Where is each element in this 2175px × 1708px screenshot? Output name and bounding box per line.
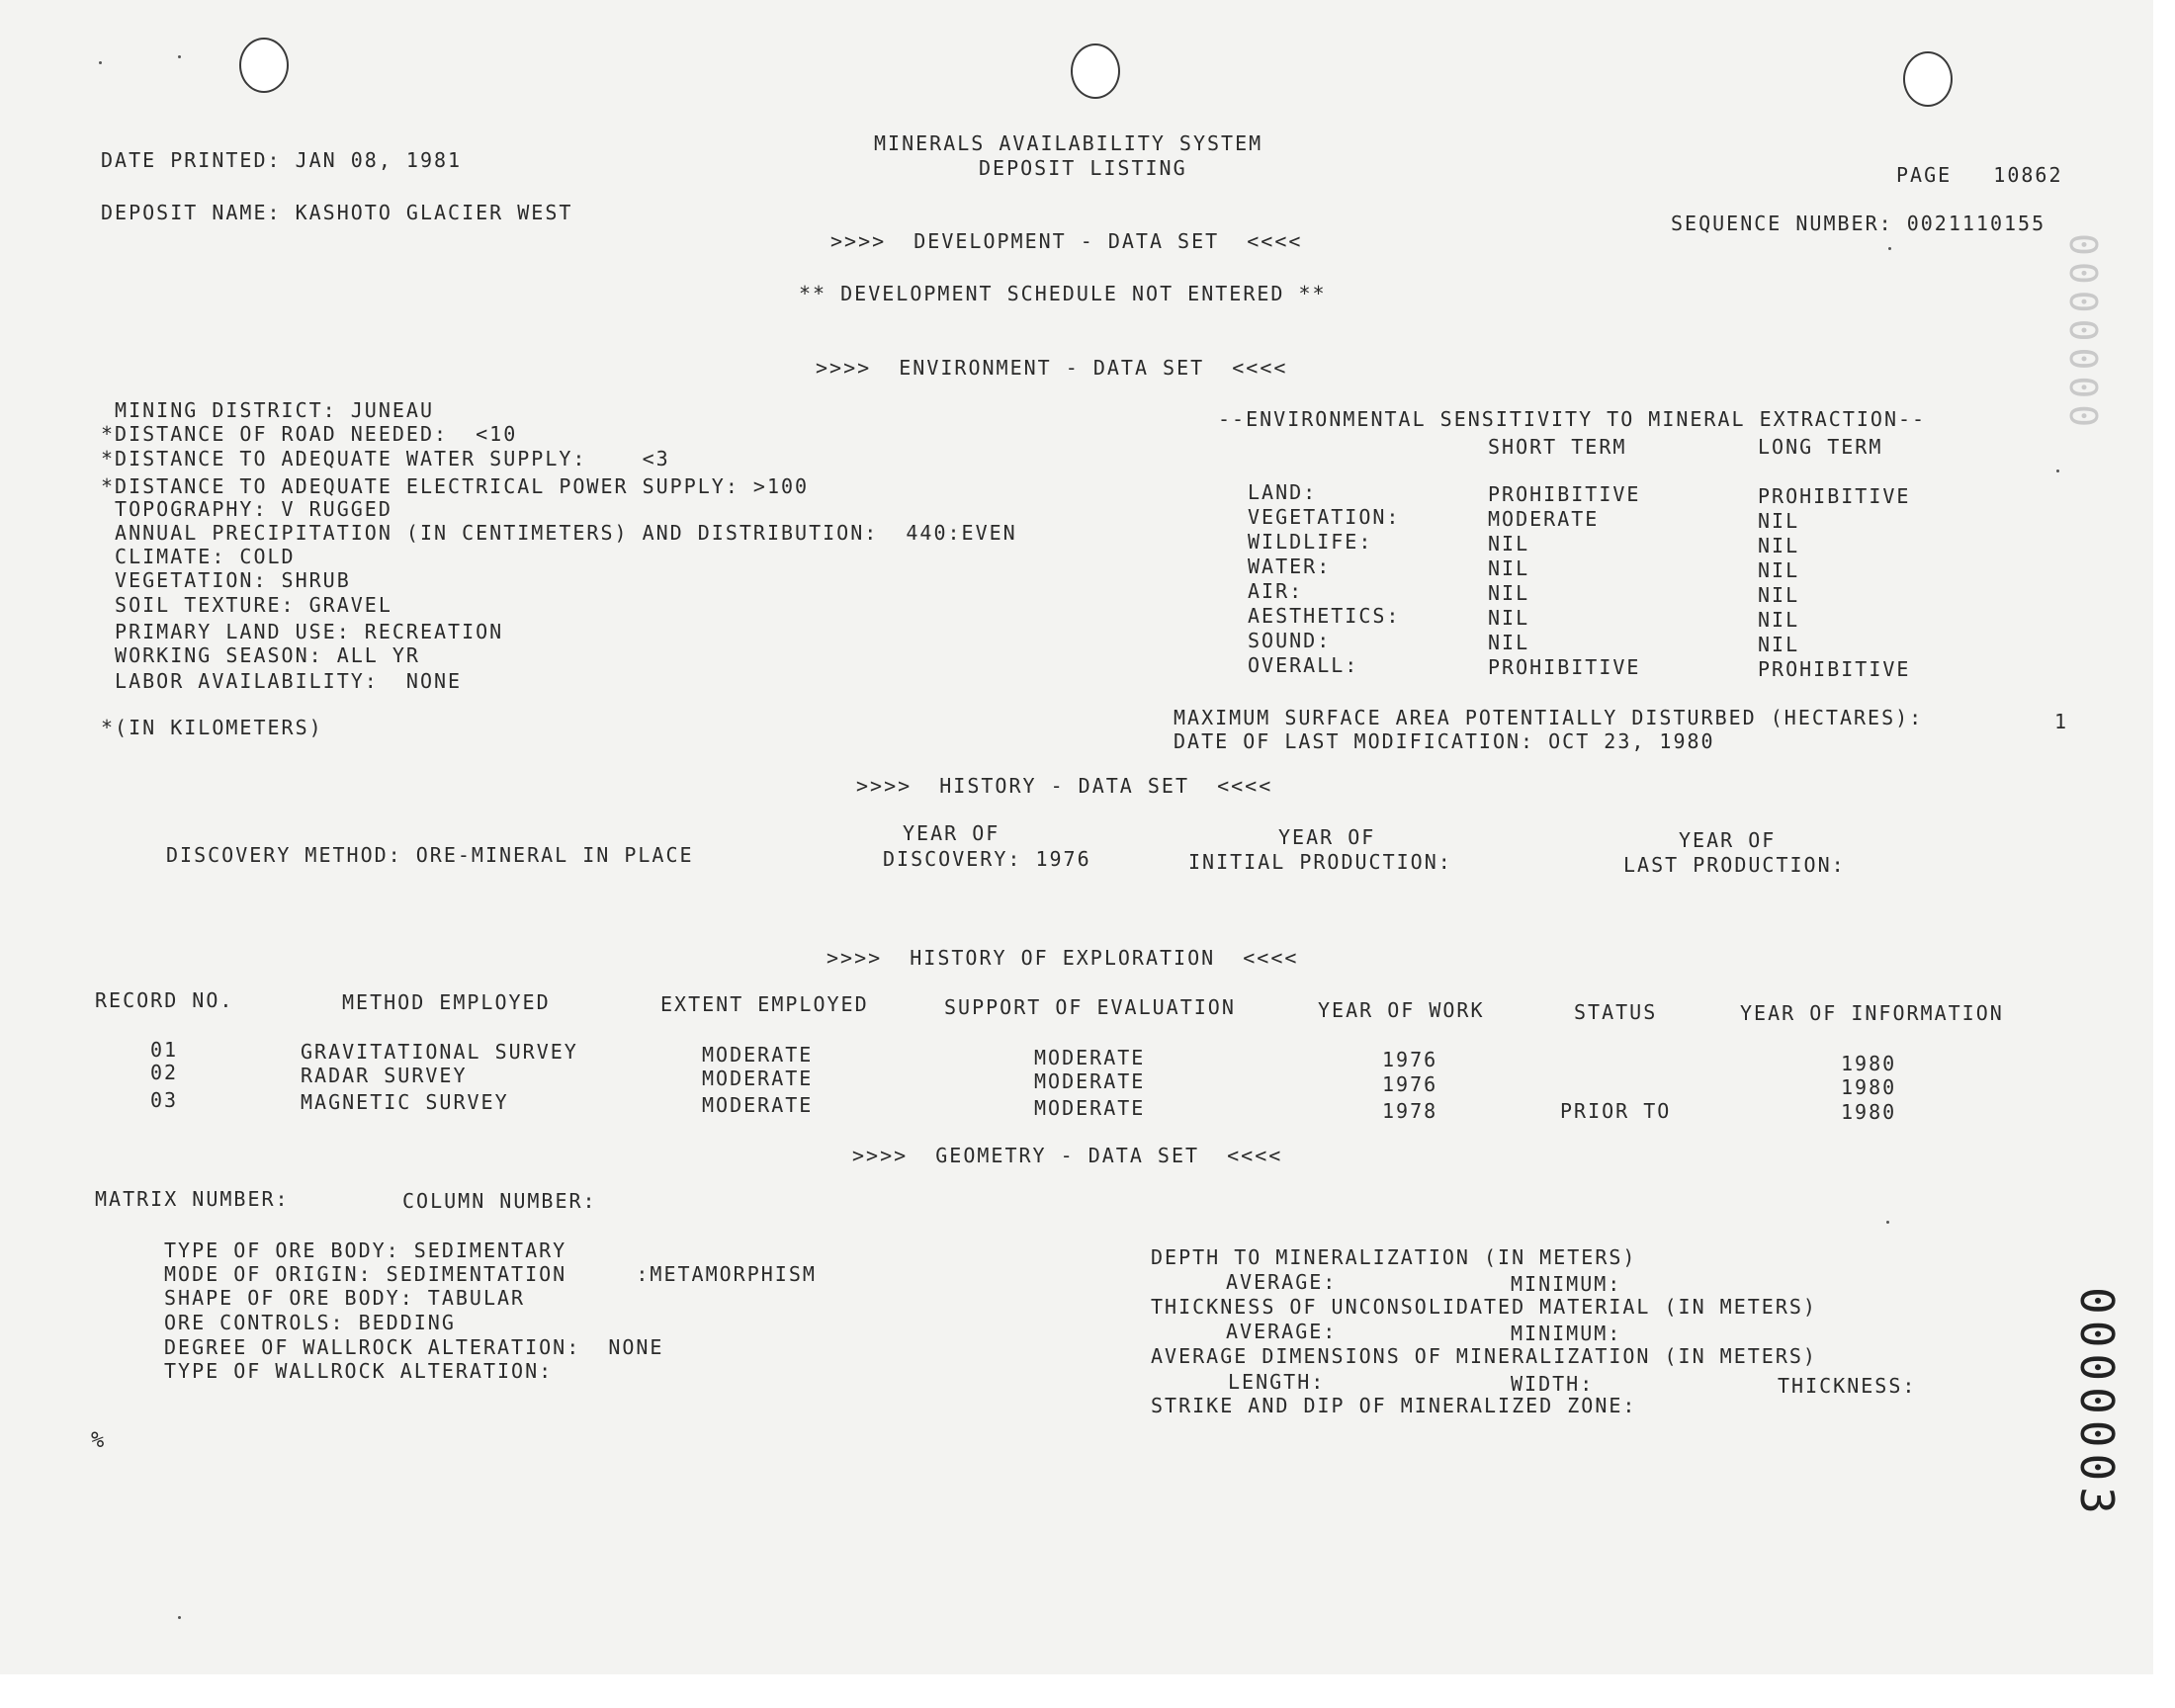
dimensions-thickness: THICKNESS:: [1778, 1374, 1917, 1398]
column-header: YEAR OF WORK: [1318, 998, 1485, 1022]
env-field: PRIMARY LAND USE: RECREATION: [101, 620, 504, 643]
year-of-discovery-label: YEAR OF: [903, 821, 1000, 845]
sensitivity-long: NIL: [1758, 608, 1800, 632]
last-production: LAST PRODUCTION:: [1623, 853, 1846, 877]
table-cell-support: MODERATE: [1034, 1069, 1146, 1093]
environment-heading: >>>> ENVIRONMENT - DATA SET <<<<: [816, 356, 1288, 380]
date-printed: DATE PRINTED: JAN 08, 1981: [101, 148, 463, 172]
column-header: RECORD NO.: [95, 988, 234, 1012]
thickness-average: AVERAGE:: [1226, 1320, 1338, 1343]
development-note: ** DEVELOPMENT SCHEDULE NOT ENTERED **: [799, 282, 1327, 305]
year-of-last-label: YEAR OF: [1679, 828, 1777, 852]
sensitivity-short: NIL: [1488, 581, 1530, 605]
column-header: EXTENT EMPLOYED: [660, 992, 869, 1016]
listing-title: DEPOSIT LISTING: [979, 156, 1187, 180]
punch-hole-right: [1903, 51, 1953, 107]
scan-speck: [1888, 247, 1891, 250]
env-field: *DISTANCE TO ADEQUATE WATER SUPPLY: <3: [101, 447, 670, 470]
sensitivity-long: NIL: [1758, 509, 1800, 533]
sensitivity-long: NIL: [1758, 583, 1800, 607]
scan-speck: [1886, 1221, 1889, 1224]
dimensions-length: LENGTH:: [1228, 1370, 1326, 1394]
column-header: YEAR OF INFORMATION: [1740, 1001, 2004, 1025]
sensitivity-short: PROHIBITIVE: [1488, 655, 1641, 679]
table-cell-info: 1980: [1841, 1075, 1897, 1099]
depth-average: AVERAGE:: [1226, 1270, 1338, 1294]
short-term-header: SHORT TERM: [1488, 435, 1627, 459]
column-header: SUPPORT OF EVALUATION: [944, 995, 1236, 1019]
faint-stamp: 0000000: [2061, 233, 2105, 434]
table-cell-info: 1980: [1841, 1100, 1897, 1124]
env-field: LABOR AVAILABILITY: NONE: [101, 669, 463, 693]
env-field: VEGETATION: SHRUB: [101, 568, 351, 592]
thickness-minimum: MINIMUM:: [1511, 1322, 1622, 1345]
sensitivity-long: NIL: [1758, 558, 1800, 582]
page-number: PAGE 10862: [1896, 163, 2063, 187]
sensitivity-label: SOUND:: [1248, 629, 1332, 652]
sensitivity-short: NIL: [1488, 631, 1530, 654]
env-field: CLIMATE: COLD: [101, 545, 296, 568]
sensitivity-label: VEGETATION:: [1248, 505, 1401, 529]
column-header: STATUS: [1574, 1000, 1658, 1024]
sensitivity-long: NIL: [1758, 633, 1800, 656]
sensitivity-label: OVERALL:: [1248, 653, 1359, 677]
system-title: MINERALS AVAILABILITY SYSTEM: [874, 131, 1263, 155]
sensitivity-short: PROHIBITIVE: [1488, 482, 1641, 506]
env-field: ANNUAL PRECIPITATION (IN CENTIMETERS) AND DISTRIBUTION: 440:EVEN: [101, 521, 1017, 545]
geometry-heading: >>>> GEOMETRY - DATA SET <<<<: [852, 1144, 1283, 1167]
table-cell-year: 1978: [1382, 1099, 1438, 1123]
percent-mark: %: [91, 1428, 107, 1453]
sensitivity-long: NIL: [1758, 534, 1800, 557]
table-cell-info: 1980: [1841, 1052, 1897, 1075]
env-field: SOIL TEXTURE: GRAVEL: [101, 593, 392, 617]
max-surface-area: MAXIMUM SURFACE AREA POTENTIALLY DISTURBED (HECTARES):: [1174, 706, 1924, 729]
depth-title: DEPTH TO MINERALIZATION (IN METERS): [1151, 1245, 1637, 1269]
last-modification: DATE OF LAST MODIFICATION: OCT 23, 1980: [1174, 729, 1715, 753]
env-field: *DISTANCE TO ADEQUATE ELECTRICAL POWER SUPPLY: >100: [101, 474, 810, 498]
long-term-header: LONG TERM: [1758, 435, 1883, 459]
geometry-field: DEGREE OF WALLROCK ALTERATION: NONE: [164, 1335, 664, 1359]
year-of-discovery: DISCOVERY: 1976: [883, 847, 1091, 871]
env-field: TOPOGRAPHY: V RUGGED: [101, 497, 392, 521]
page-stamp: 0000003: [2070, 1287, 2124, 1520]
punch-hole-center: [1071, 43, 1120, 99]
table-cell-extent: MODERATE: [702, 1043, 814, 1067]
dimensions-title: AVERAGE DIMENSIONS OF MINERALIZATION (IN METERS): [1151, 1344, 1817, 1368]
sequence-number: SEQUENCE NUMBER: 0021110155: [1671, 212, 2046, 235]
geometry-field: ORE CONTROLS: BEDDING: [164, 1311, 456, 1334]
dimensions-width: WIDTH:: [1511, 1372, 1595, 1396]
geometry-field: TYPE OF WALLROCK ALTERATION:: [164, 1359, 554, 1383]
strike-and-dip: STRIKE AND DIP OF MINERALIZED ZONE:: [1151, 1394, 1637, 1417]
sensitivity-short: MODERATE: [1488, 507, 1600, 531]
table-cell-support: MODERATE: [1034, 1046, 1146, 1069]
column-number: COLUMN NUMBER:: [402, 1189, 597, 1213]
table-cell-method: GRAVITATIONAL SURVEY: [301, 1040, 578, 1064]
deposit-name: DEPOSIT NAME: KASHOTO GLACIER WEST: [101, 201, 573, 224]
discovery-method: DISCOVERY METHOD: ORE-MINERAL IN PLACE: [166, 843, 694, 867]
geometry-field: MODE OF ORIGIN: SEDIMENTATION :METAMORPHISM: [164, 1262, 817, 1286]
sensitivity-label: LAND:: [1248, 480, 1318, 504]
env-field: *DISTANCE OF ROAD NEEDED: <10: [101, 422, 518, 446]
table-cell-year: 1976: [1382, 1048, 1438, 1071]
scan-speck: [178, 1616, 181, 1619]
table-cell-extent: MODERATE: [702, 1067, 814, 1090]
sensitivity-label: AESTHETICS:: [1248, 604, 1401, 628]
sensitivity-short: NIL: [1488, 532, 1530, 555]
table-cell-status: PRIOR TO: [1560, 1099, 1672, 1123]
table-cell-extent: MODERATE: [702, 1093, 814, 1117]
scan-speck: [178, 55, 181, 58]
year-of-initial-label: YEAR OF: [1278, 825, 1376, 849]
env-field: MINING DISTRICT: JUNEAU: [101, 398, 434, 422]
table-cell-record: 01: [150, 1038, 179, 1062]
scan-edge-bottom: [0, 1674, 2175, 1708]
exploration-heading: >>>> HISTORY OF EXPLORATION <<<<: [826, 946, 1299, 970]
table-cell-record: 03: [150, 1088, 179, 1112]
development-heading: >>>> DEVELOPMENT - DATA SET <<<<: [830, 229, 1303, 253]
scan-speck: [2056, 470, 2059, 472]
depth-minimum: MINIMUM:: [1511, 1272, 1622, 1296]
max-surface-area-value: 1: [2054, 710, 2069, 733]
sensitivity-short: NIL: [1488, 606, 1530, 630]
sensitivity-label: WATER:: [1248, 555, 1332, 578]
scan-edge-right: [2153, 0, 2175, 1708]
table-cell-method: MAGNETIC SURVEY: [301, 1090, 509, 1114]
sensitivity-long: PROHIBITIVE: [1758, 657, 1911, 681]
history-heading: >>>> HISTORY - DATA SET <<<<: [856, 774, 1273, 798]
column-header: METHOD EMPLOYED: [342, 990, 551, 1014]
sensitivity-short: NIL: [1488, 556, 1530, 580]
sensitivity-title: --ENVIRONMENTAL SENSITIVITY TO MINERAL EXTRACTION--: [1218, 407, 1927, 431]
kilometers-footnote: *(IN KILOMETERS): [101, 716, 323, 739]
table-cell-record: 02: [150, 1061, 179, 1084]
initial-production: INITIAL PRODUCTION:: [1188, 850, 1452, 874]
scan-speck: [99, 61, 102, 64]
matrix-number: MATRIX NUMBER:: [95, 1187, 290, 1211]
table-cell-year: 1976: [1382, 1072, 1438, 1096]
sensitivity-label: WILDLIFE:: [1248, 530, 1373, 554]
table-cell-support: MODERATE: [1034, 1096, 1146, 1120]
table-cell-method: RADAR SURVEY: [301, 1064, 468, 1087]
punch-hole-left: [239, 38, 289, 93]
geometry-field: TYPE OF ORE BODY: SEDIMENTARY: [164, 1238, 567, 1262]
thickness-title: THICKNESS OF UNCONSOLIDATED MATERIAL (IN METERS): [1151, 1295, 1817, 1319]
sensitivity-long: PROHIBITIVE: [1758, 484, 1911, 508]
sensitivity-label: AIR:: [1248, 579, 1304, 603]
geometry-field: SHAPE OF ORE BODY: TABULAR: [164, 1286, 526, 1310]
env-field: WORKING SEASON: ALL YR: [101, 643, 420, 667]
